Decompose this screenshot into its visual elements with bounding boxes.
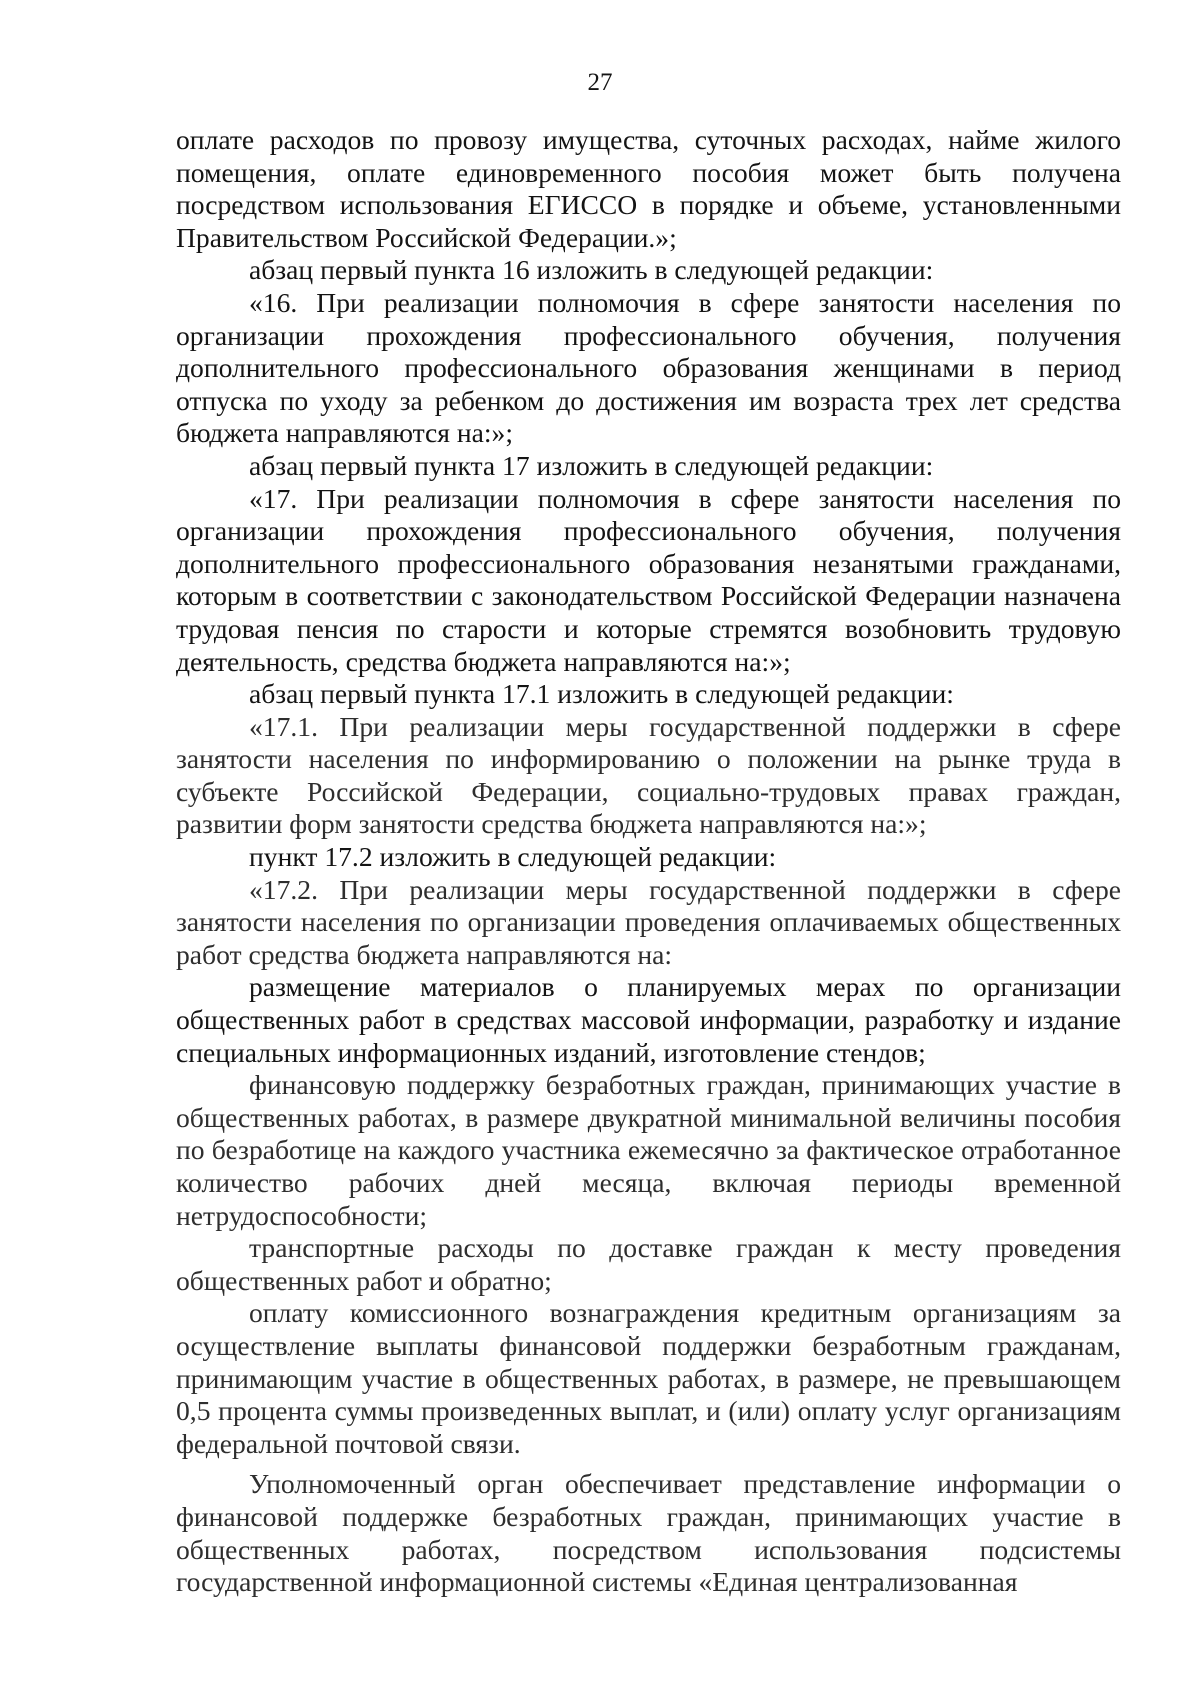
paragraph-authorized-body: Уполномоченный орган обеспечивает представление информации о финансовой поддержке безработных граждан, принимающих участие в общественных работах, посредством использования подсистемы государственной информационной системы «Единая централизованная bbox=[176, 1468, 1121, 1598]
paragraph-item-17-2-commission: оплату комиссионного вознаграждения кредитным организациям за осуществление выплаты финансовой поддержки безработным гражданам, принимающим участие в общественных работах, в размере, не превышающем 0,5 процента суммы произведенных выплат, и (или) оплату услуг организациям федеральной почтовой связи. bbox=[176, 1297, 1121, 1459]
paragraph-item-17-2: «17.2. При реализации меры государственной поддержки в сфере занятости населения по организации проведения оплачиваемых общественных работ средства бюджета направляются на: bbox=[176, 873, 1121, 970]
page-number: 27 bbox=[587, 69, 613, 96]
paragraph-amendment-17-intro: абзац первый пункта 17 изложить в следующей редакции: bbox=[249, 449, 934, 481]
paragraph-item-17-2-transport: транспортные расходы по доставке граждан к месту проведения общественных работ и обратно; bbox=[176, 1232, 1121, 1296]
paragraph-amendment-16-intro: абзац первый пункта 16 изложить в следующей редакции: bbox=[249, 254, 934, 286]
paragraph-amendment-17-2-intro: пункт 17.2 изложить в следующей редакции: bbox=[249, 841, 777, 873]
paragraph-item-17-2-materials: размещение материалов о планируемых мерах по организации общественных работ в средствах массовой информации, разработку и издание специальных информационных изданий, изготовление стендов; bbox=[176, 971, 1121, 1068]
paragraph-item-17: «17. При реализации полномочия в сфере занятости населения по организации прохождения профессионального обучения, получения дополнительного профессионального образования незанятыми гражданами, которым в соответствии с законодательством Российской Федерации назначена трудовая пенсия по старости и которые стремятся возобновить трудовую деятельность, средства бюджета направляются на:»; bbox=[176, 482, 1121, 677]
document-body bbox=[176, 124, 1121, 1599]
paragraph-item-17-2-financial-support: финансовую поддержку безработных граждан, принимающих участие в общественных работах, в размере двукратной минимальной величины пособия по безработице на каждого участника ежемесячно за фактическое отработанное количество рабочих дней месяца, включая периоды временной нетрудоспособности; bbox=[176, 1069, 1121, 1231]
paragraph-amendment-17-1-intro: абзац первый пункта 17.1 изложить в следующей редакции: bbox=[249, 678, 954, 710]
paragraph-item-17-1: «17.1. При реализации меры государственной поддержки в сфере занятости населения по информированию о положении на рынке труда в субъекте Российской Федерации, социально-трудовых правах граждан, развитии форм занятости средства бюджета направляются на:»; bbox=[176, 710, 1121, 840]
paragraph-continuation: оплате расходов по провозу имущества, суточных расходах, найме жилого помещения, оплате единовременного пособия может быть получена посредством использования ЕГИССО в порядке и объеме, установленными Правительством Российской Федерации.»; bbox=[176, 124, 1121, 253]
paragraph-item-16: «16. При реализации полномочия в сфере занятости населения по организации прохождения профессионального обучения, получения дополнительного профессионального образования женщинами в период отпуска по уходу за ребенком до достижения им возраста трех лет средства бюджета направляются на:»; bbox=[176, 286, 1121, 449]
